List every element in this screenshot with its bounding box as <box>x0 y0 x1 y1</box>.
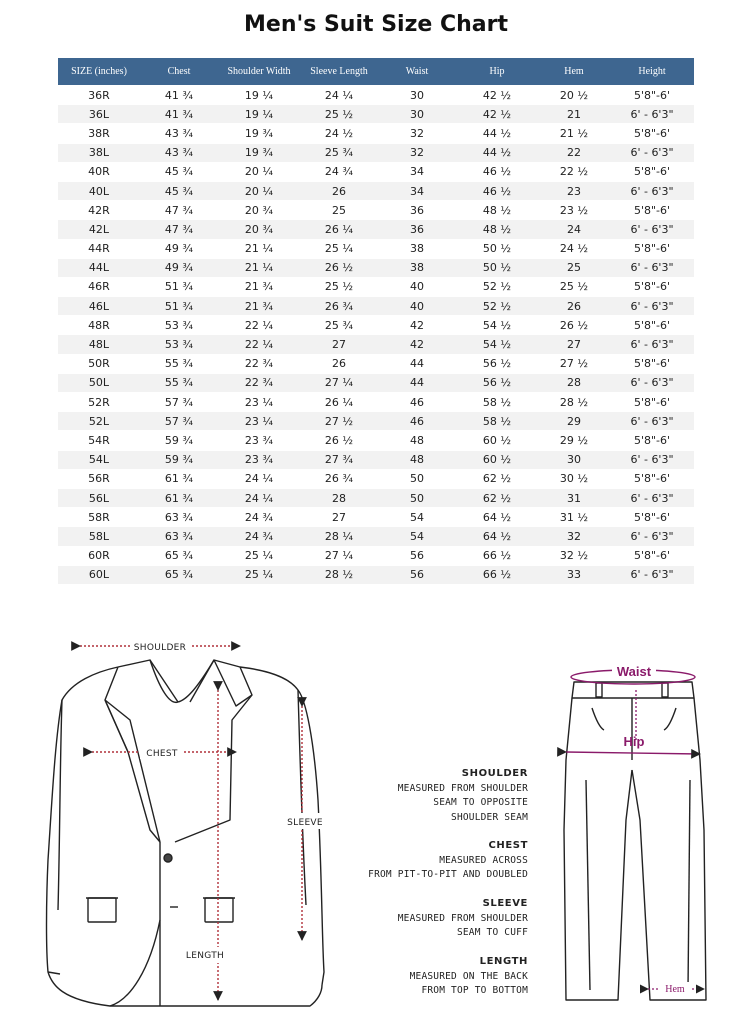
table-cell: 48 ½ <box>456 201 538 220</box>
table-cell: 30 ½ <box>538 469 610 488</box>
table-cell: 48 <box>378 431 456 450</box>
table-cell: 23 ¾ <box>218 431 300 450</box>
table-cell: 5'8"-6' <box>610 277 694 296</box>
definition-line: SHOULDER SEAM <box>451 811 528 823</box>
table-cell: 26 ½ <box>538 316 610 335</box>
table-cell: 28 <box>300 488 378 507</box>
table-cell: 47 ¾ <box>140 201 218 220</box>
table-cell: 23 <box>538 181 610 200</box>
table-cell: 6' - 6'3" <box>610 258 694 277</box>
table-cell: 34 <box>378 162 456 181</box>
table-cell: 20 ¾ <box>218 220 300 239</box>
table-cell: 58L <box>58 527 140 546</box>
table-cell: 53 ¾ <box>140 316 218 335</box>
table-cell: 25 ¼ <box>218 565 300 584</box>
column-header: Hip <box>456 58 538 86</box>
table-cell: 31 ½ <box>538 508 610 527</box>
table-cell: 42L <box>58 220 140 239</box>
table-cell: 5'8"-6' <box>610 162 694 181</box>
table-cell: 56R <box>58 469 140 488</box>
table-cell: 26 ¾ <box>300 297 378 316</box>
table-cell: 6' - 6'3" <box>610 565 694 584</box>
table-cell: 20 ¼ <box>218 162 300 181</box>
table-cell: 20 ¼ <box>218 181 300 200</box>
table-cell: 54 <box>378 508 456 527</box>
table-cell: 5'8"-6' <box>610 508 694 527</box>
table-cell: 23 ¼ <box>218 412 300 431</box>
table-cell: 63 ¾ <box>140 508 218 527</box>
waist-label: Waist <box>616 664 652 679</box>
table-cell: 25 ¾ <box>300 316 378 335</box>
definition-length <box>410 955 528 999</box>
table-cell: 29 ½ <box>538 431 610 450</box>
sleeve-label: SLEEVE <box>287 818 323 828</box>
table-cell: 28 ½ <box>300 565 378 584</box>
table-cell: 60 ½ <box>456 450 538 469</box>
table-cell: 29 <box>538 412 610 431</box>
table-cell: 64 ½ <box>456 527 538 546</box>
table-cell: 5'8"-6' <box>610 354 694 373</box>
table-cell: 52L <box>58 412 140 431</box>
table-cell: 56L <box>58 488 140 507</box>
table-cell: 59 ¾ <box>140 431 218 450</box>
table-cell: 25 <box>538 258 610 277</box>
table-cell: 51 ¾ <box>140 297 218 316</box>
table-cell: 50R <box>58 354 140 373</box>
table-cell: 24 ¼ <box>218 488 300 507</box>
table-cell: 28 ¼ <box>300 527 378 546</box>
table-cell: 46 ½ <box>456 181 538 200</box>
table-cell: 5'8"-6' <box>610 124 694 143</box>
table-cell: 44 <box>378 373 456 392</box>
table-cell: 44R <box>58 239 140 258</box>
table-cell: 66 ½ <box>456 546 538 565</box>
table-cell: 43 ¾ <box>140 124 218 143</box>
table-cell: 66 ½ <box>456 565 538 584</box>
table-cell: 54 <box>378 527 456 546</box>
table-cell: 42 ½ <box>456 86 538 105</box>
table-cell: 65 ¾ <box>140 546 218 565</box>
table-cell: 62 ½ <box>456 488 538 507</box>
table-cell: 36L <box>58 105 140 124</box>
table-cell: 26 ¼ <box>300 220 378 239</box>
table-cell: 25 ¼ <box>300 239 378 258</box>
table-cell: 27 ¼ <box>300 546 378 565</box>
table-cell: 5'8"-6' <box>610 469 694 488</box>
table-cell: 26 ¼ <box>300 393 378 412</box>
table-cell: 55 ¾ <box>140 373 218 392</box>
table-cell: 28 ½ <box>538 393 610 412</box>
definition-line: SEAM TO OPPOSITE <box>433 797 528 808</box>
table-cell: 40L <box>58 181 140 200</box>
table-cell: 24 ¾ <box>218 527 300 546</box>
definition-heading: SLEEVE <box>482 898 528 909</box>
table-cell: 54 ½ <box>456 335 538 354</box>
definition-shoulder <box>398 767 528 825</box>
table-cell: 40 <box>378 277 456 296</box>
table-cell: 56 <box>378 565 456 584</box>
table-cell: 25 ½ <box>538 277 610 296</box>
table-cell: 38 <box>378 258 456 277</box>
table-cell: 26 ½ <box>300 431 378 450</box>
table-cell: 31 <box>538 488 610 507</box>
table-cell: 5'8"-6' <box>610 393 694 412</box>
table-cell: 49 ¾ <box>140 239 218 258</box>
table-cell: 50L <box>58 373 140 392</box>
definition-line: SEAM TO CUFF <box>456 927 528 938</box>
table-cell: 55 ¾ <box>140 354 218 373</box>
table-cell: 52 ½ <box>456 277 538 296</box>
shoulder-label: SHOULDER <box>133 643 187 653</box>
pants-illustration <box>564 682 706 1000</box>
table-cell: 58 ½ <box>456 393 538 412</box>
definition-line: MEASURED FROM SHOULDER <box>397 912 528 924</box>
table-cell: 5'8"-6' <box>610 316 694 335</box>
table-cell: 54L <box>58 450 140 469</box>
table-cell: 32 <box>378 124 456 143</box>
table-cell: 25 ¾ <box>300 143 378 162</box>
table-cell: 6' - 6'3" <box>610 297 694 316</box>
table-cell: 50 ½ <box>456 239 538 258</box>
table-cell: 27 ¾ <box>300 450 378 469</box>
table-cell: 52R <box>58 393 140 412</box>
table-cell: 61 ¾ <box>140 469 218 488</box>
definition-line: MEASURED ON THE BACK <box>409 970 528 982</box>
definition-heading: SHOULDER <box>461 768 528 779</box>
table-cell: 65 ¾ <box>140 565 218 584</box>
table-cell: 48 ½ <box>456 220 538 239</box>
table-cell: 36R <box>58 86 140 105</box>
table-cell: 46 <box>378 393 456 412</box>
hip-label: Hip <box>623 734 645 749</box>
table-cell: 19 ¼ <box>218 105 300 124</box>
table-cell: 60L <box>58 565 140 584</box>
table-cell: 32 <box>378 143 456 162</box>
table-cell: 26 ¾ <box>300 469 378 488</box>
column-header: Chest <box>140 58 218 86</box>
table-cell: 62 ½ <box>456 469 538 488</box>
definition-heading: LENGTH <box>479 956 528 967</box>
table-cell: 27 ½ <box>300 412 378 431</box>
table-cell: 25 <box>300 201 378 220</box>
table-cell: 24 ¼ <box>218 469 300 488</box>
table-cell: 51 ¾ <box>140 277 218 296</box>
table-cell: 33 <box>538 565 610 584</box>
definition-heading: CHEST <box>488 840 528 851</box>
table-cell: 24 ¾ <box>300 162 378 181</box>
table-cell: 22 ½ <box>538 162 610 181</box>
table-cell: 53 ¾ <box>140 335 218 354</box>
table-cell: 24 ¾ <box>218 508 300 527</box>
table-cell: 61 ¾ <box>140 488 218 507</box>
table-cell: 27 <box>300 335 378 354</box>
table-cell: 42 <box>378 335 456 354</box>
table-cell: 6' - 6'3" <box>610 412 694 431</box>
table-cell: 28 <box>538 373 610 392</box>
table-cell: 54R <box>58 431 140 450</box>
table-cell: 56 ½ <box>456 354 538 373</box>
table-cell: 50 <box>378 469 456 488</box>
definition-line: FROM TOP TO BOTTOM <box>421 985 528 996</box>
table-cell: 42R <box>58 201 140 220</box>
table-cell: 46 ½ <box>456 162 538 181</box>
table-cell: 21 ¼ <box>218 258 300 277</box>
table-cell: 27 <box>538 335 610 354</box>
table-cell: 5'8"-6' <box>610 239 694 258</box>
table-cell: 27 ¼ <box>300 373 378 392</box>
table-cell: 63 ¾ <box>140 527 218 546</box>
table-cell: 44 <box>378 354 456 373</box>
definition-line: FROM PIT-TO-PIT AND DOUBLED <box>368 869 528 880</box>
table-cell: 5'8"-6' <box>610 201 694 220</box>
table-cell: 26 ½ <box>300 258 378 277</box>
table-cell: 60 ½ <box>456 431 538 450</box>
table-cell: 36 <box>378 201 456 220</box>
table-cell: 41 ¾ <box>140 105 218 124</box>
definition-line: MEASURED ACROSS <box>439 854 528 866</box>
table-cell: 27 <box>300 508 378 527</box>
table-cell: 22 ¼ <box>218 316 300 335</box>
table-cell: 25 ½ <box>300 105 378 124</box>
table-cell: 36 <box>378 220 456 239</box>
table-cell: 22 <box>538 143 610 162</box>
table-cell: 5'8"-6' <box>610 431 694 450</box>
table-cell: 20 ½ <box>538 86 610 105</box>
column-header: Sleeve Length <box>300 58 378 86</box>
column-header: Height <box>610 58 694 86</box>
definition-chest <box>368 839 528 883</box>
table-cell: 58R <box>58 508 140 527</box>
table-cell: 6' - 6'3" <box>610 450 694 469</box>
table-cell: 44L <box>58 258 140 277</box>
table-cell: 45 ¾ <box>140 162 218 181</box>
table-cell: 19 ¾ <box>218 143 300 162</box>
table-cell: 20 ¾ <box>218 201 300 220</box>
column-header: Waist <box>378 58 456 86</box>
table-cell: 58 ½ <box>456 412 538 431</box>
table-cell: 26 <box>538 297 610 316</box>
table-cell: 44 ½ <box>456 124 538 143</box>
table-cell: 48L <box>58 335 140 354</box>
table-cell: 6' - 6'3" <box>610 527 694 546</box>
table-cell: 30 <box>538 450 610 469</box>
table-cell: 27 ½ <box>538 354 610 373</box>
table-cell: 6' - 6'3" <box>610 105 694 124</box>
table-cell: 57 ¾ <box>140 393 218 412</box>
table-cell: 21 ¾ <box>218 277 300 296</box>
table-cell: 22 ¼ <box>218 335 300 354</box>
table-cell: 48 <box>378 450 456 469</box>
table-cell: 46 <box>378 412 456 431</box>
column-header: SIZE (inches) <box>58 58 140 86</box>
table-cell: 26 <box>300 354 378 373</box>
table-cell: 42 <box>378 316 456 335</box>
table-cell: 30 <box>378 86 456 105</box>
chest-label: CHEST <box>146 749 178 759</box>
table-cell: 40 <box>378 297 456 316</box>
table-cell: 25 ½ <box>300 277 378 296</box>
column-header: Shoulder Width <box>218 58 300 86</box>
table-cell: 19 ¾ <box>218 124 300 143</box>
table-cell: 64 ½ <box>456 508 538 527</box>
table-cell: 44 ½ <box>456 143 538 162</box>
column-header: Hem <box>538 58 610 86</box>
table-cell: 24 <box>538 220 610 239</box>
table-cell: 50 ½ <box>456 258 538 277</box>
table-cell: 25 ¼ <box>218 546 300 565</box>
hem-label: Hem <box>665 984 685 995</box>
hip-measure-line <box>566 752 700 754</box>
table-cell: 30 <box>378 105 456 124</box>
table-cell: 38 <box>378 239 456 258</box>
table-cell: 41 ¾ <box>140 86 218 105</box>
table-cell: 24 ½ <box>538 239 610 258</box>
table-cell: 21 ¾ <box>218 297 300 316</box>
table-cell: 38R <box>58 124 140 143</box>
length-label: LENGTH <box>185 951 225 961</box>
table-cell: 43 ¾ <box>140 143 218 162</box>
table-cell: 26 <box>300 181 378 200</box>
table-cell: 54 ½ <box>456 316 538 335</box>
table-cell: 23 ½ <box>538 201 610 220</box>
table-cell: 6' - 6'3" <box>610 373 694 392</box>
table-cell: 22 ¾ <box>218 354 300 373</box>
table-cell: 48R <box>58 316 140 335</box>
table-cell: 22 ¾ <box>218 373 300 392</box>
page-title: Men's Suit Size Chart <box>244 12 508 37</box>
table-cell: 46L <box>58 297 140 316</box>
table-cell: 52 ½ <box>456 297 538 316</box>
table-cell: 47 ¾ <box>140 220 218 239</box>
table-cell: 23 ¾ <box>218 450 300 469</box>
table-cell: 56 ½ <box>456 373 538 392</box>
table-cell: 24 ½ <box>300 124 378 143</box>
table-cell: 23 ¼ <box>218 393 300 412</box>
table-cell: 34 <box>378 181 456 200</box>
table-cell: 6' - 6'3" <box>610 335 694 354</box>
table-cell: 57 ¾ <box>140 412 218 431</box>
table-cell: 38L <box>58 143 140 162</box>
table-cell: 46R <box>58 277 140 296</box>
table-cell: 6' - 6'3" <box>610 220 694 239</box>
table-cell: 32 ½ <box>538 546 610 565</box>
table-cell: 32 <box>538 527 610 546</box>
table-cell: 59 ¾ <box>140 450 218 469</box>
table-cell: 24 ¼ <box>300 86 378 105</box>
table-cell: 50 <box>378 488 456 507</box>
table-cell: 40R <box>58 162 140 181</box>
table-cell: 45 ¾ <box>140 181 218 200</box>
table-cell: 49 ¾ <box>140 258 218 277</box>
table-cell: 6' - 6'3" <box>610 181 694 200</box>
table-cell: 60R <box>58 546 140 565</box>
definition-line: MEASURED FROM SHOULDER <box>397 782 528 794</box>
table-cell: 5'8"-6' <box>610 86 694 105</box>
table-cell: 56 <box>378 546 456 565</box>
table-cell: 42 ½ <box>456 105 538 124</box>
table-cell: 6' - 6'3" <box>610 143 694 162</box>
table-cell: 21 ¼ <box>218 239 300 258</box>
table-cell: 21 ½ <box>538 124 610 143</box>
definition-sleeve <box>398 897 528 941</box>
table-cell: 19 ¼ <box>218 86 300 105</box>
table-cell: 21 <box>538 105 610 124</box>
table-cell: 6' - 6'3" <box>610 488 694 507</box>
table-cell: 5'8"-6' <box>610 546 694 565</box>
